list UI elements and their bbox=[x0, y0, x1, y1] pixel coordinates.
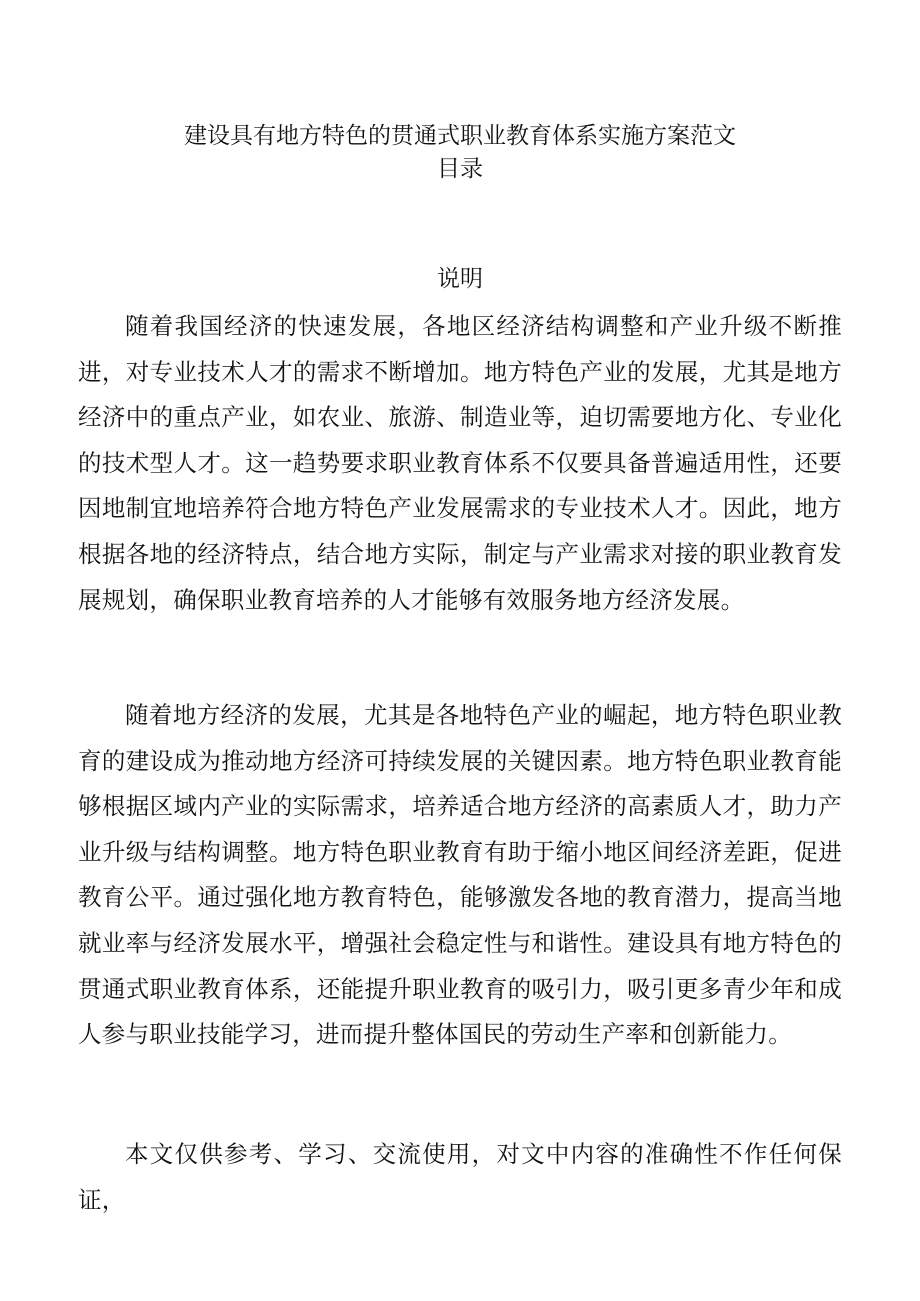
document-title: 建设具有地方特色的贯通式职业教育体系实施方案范文 bbox=[184, 123, 736, 149]
toc-label: 目录 bbox=[437, 156, 483, 182]
section-heading: 说明 bbox=[437, 266, 483, 292]
paragraph: 随着地方经济的发展，尤其是各地特色产业的崛起，地方特色职业教育的建设成为推动地方经济可持续发展的关键因素。地方特色职业教育能够根据区域内产业的实际需求，培养适合地方经济的高素质人才，助力产业升级与结构调整。地方特色职业教育有助于缩小地区间经济差距，促进教育公平。通过强化地方教育特色，能够激发各地的教育潜力，提高当地就业率与经济发展水平，增强社会稳定性与和谐性。建设具有地方特色的贯通式职业教育体系，还能提升职业教育的吸引力，吸引更多青少年和成人参与职业技能学习，进而提升整体国民的劳动生产率和创新能力。 bbox=[78, 701, 842, 1049]
paragraph: 随着我国经济的快速发展，各地区经济结构调整和产业升级不断推进，对专业技术人才的需求不断增加。地方特色产业的发展，尤其是地方经济中的重点产业，如农业、旅游、制造业等，迫切需要地方化、专业化的技术型人才。这一趋势要求职业教育体系不仅要具备普遍适用性，还要因地制宜地培养符合地方特色产业发展需求的专业技术人才。因此，地方根据各地的经济特点，结合地方实际，制定与产业需求对接的职业教育发展规划，确保职业教育培养的人才能够有效服务地方经济发展。 bbox=[78, 312, 842, 614]
paragraph: 本文仅供参考、学习、交流使用，对文中内容的准确性不作任何保证， bbox=[78, 1140, 842, 1214]
